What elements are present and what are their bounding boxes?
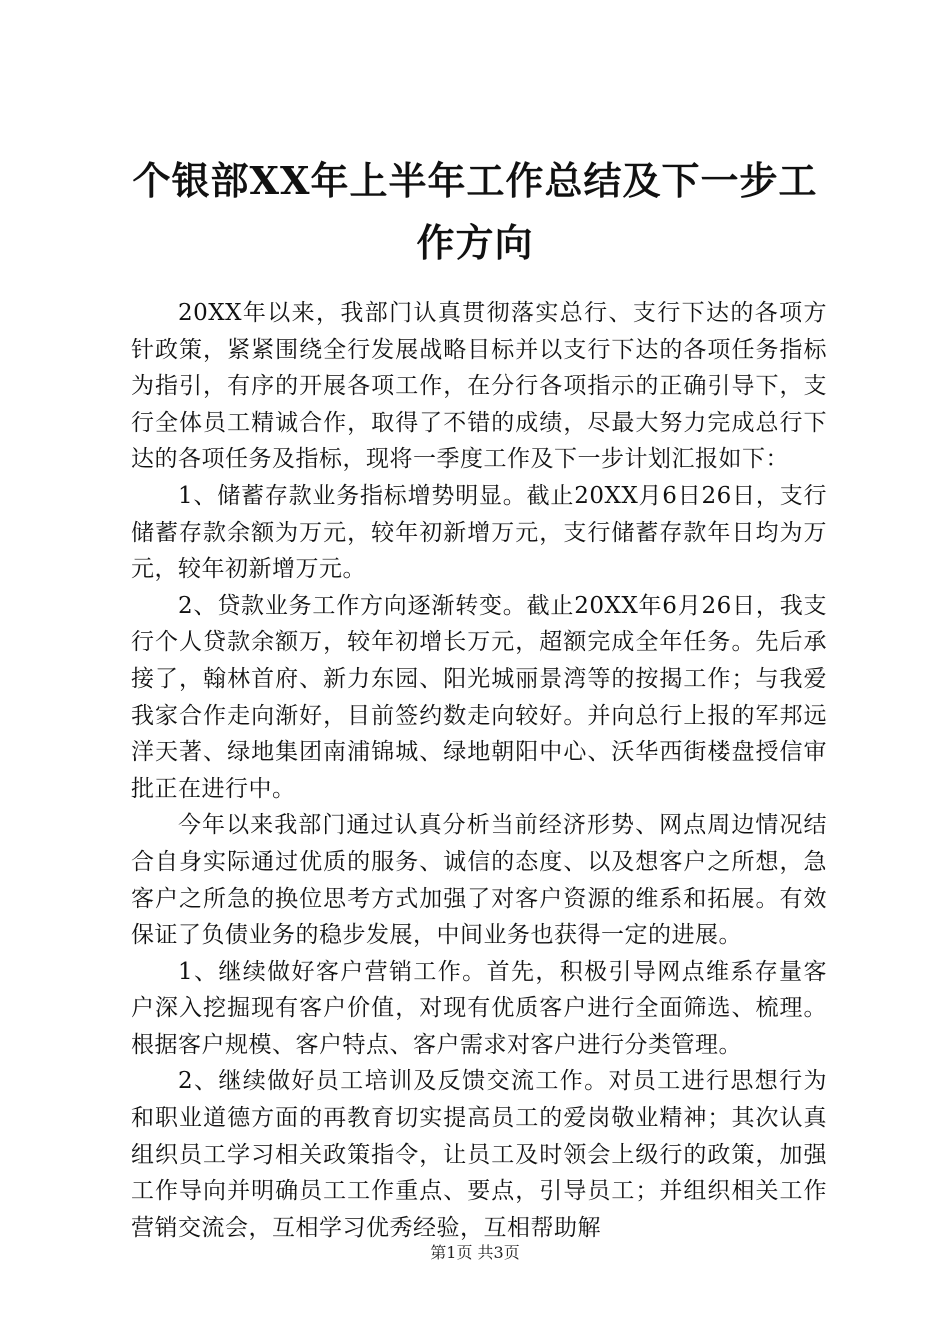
paragraph-loan-business: 2、贷款业务工作方向逐渐转变。截止20XX年6月26日，我支行个人贷款余额万，较年初增长万元，超额完成全年任务。先后承接了，翰林首府、新力东园、阳光城丽景湾等的按揭工作；与我爱我家合作走向渐好，目前签约数走向较好。并向总行上报的军邦远洋天著、绿地集团南浦锦城、绿地朝阳中心、沃华西街楼盘授信审批正在进行中。 (131, 592, 827, 802)
paragraph-customer-marketing: 1、继续做好客户营销工作。首先，积极引导网点维系存量客户深入挖掘现有客户价值，对现有优质客户进行全面筛选、梳理。根据客户规模、客户特点、客户需求对客户进行分类管理。 (131, 958, 827, 1058)
paragraph-staff-training: 2、继续做好员工培训及反馈交流工作。对员工进行思想行为和职业道德方面的再教育切实提高员工的爱岗敬业精神；其次认真组织员工学习相关政策指令，让员工及时领会上级行的政策，加强工作导向并明确员工工作重点、要点，引导员工；并组织相关工作营销交流会，互相学习优秀经验，互相帮助解 (131, 1068, 827, 1241)
document-title: 个银部XX年上半年工作总结及下一步工作方向 (132, 158, 818, 265)
page-number-footer: 第1页 共3页 (430, 1243, 520, 1262)
paragraph-savings-deposits: 1、储蓄存款业务指标增势明显。截止20XX月6日26日，支行储蓄存款余额为万元，较年初新增万元，支行储蓄存款年日均为万元，较年初新增万元。 (131, 482, 827, 583)
paragraph-analysis: 今年以来我部门通过认真分析当前经济形势、网点周边情况结合自身实际通过优质的服务、诚信的态度、以及想客户之所想，急客户之所急的换位思考方式加强了对客户资源的维系和拓展。有效保证了负债业务的稳步发展，中间业务也获得一定的进展。 (131, 812, 827, 949)
paragraph-intro: 20XX年以来，我部门认真贯彻落实总行、支行下达的各项方针政策，紧紧围绕全行发展战略目标并以支行下达的各项任务指标为指引，有序的开展各项工作，在分行各项指示的正确引导下，支行全体员工精诚合作，取得了不错的成绩，尽最大努力完成总行下达的各项任务及指标，现将一季度工作及下一步计划汇报如下： (131, 300, 827, 473)
document-body (131, 295, 827, 1246)
